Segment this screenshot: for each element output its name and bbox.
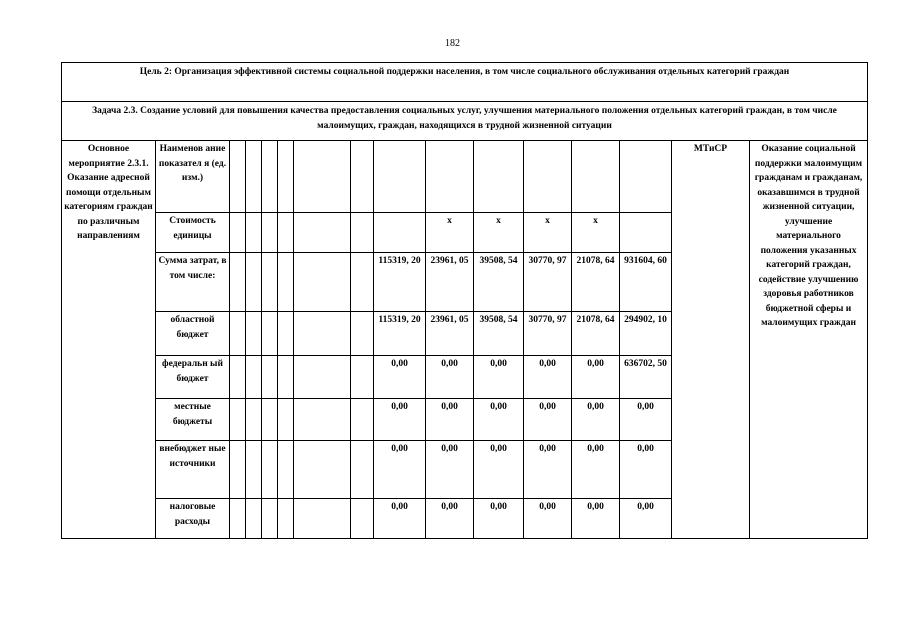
- value-cell: 0,00: [620, 399, 672, 441]
- value-cell: 30770, 97: [524, 253, 572, 312]
- unit-cost-label: Стоимость единицы: [156, 213, 230, 253]
- value-cell: 39508, 54: [474, 253, 524, 312]
- value-cell: 294902, 10: [620, 312, 672, 356]
- value-cell: 0,00: [572, 499, 620, 539]
- indicator-label: Наименов ание показател я (ед. изм.): [156, 141, 230, 213]
- value-cell: 21078, 64: [572, 312, 620, 356]
- value-cell: 0,00: [474, 399, 524, 441]
- value-cell: [572, 141, 620, 213]
- value-cell: [524, 141, 572, 213]
- value-cell: 0,00: [426, 499, 474, 539]
- value-cell: 0,00: [572, 356, 620, 399]
- goal-row: [62, 63, 868, 102]
- value-cell: [474, 141, 524, 213]
- result-cell: Оказание социальной поддержки малоимущим гражданам и гражданам, оказавшимся в трудной жизненной ситуации, улучшение материального положения указанных категорий граждан, содействие улучшению здоровья работников бюджетной сферы и малоимущих граждан: [750, 141, 868, 539]
- program-table: [61, 62, 868, 539]
- value-cell: [374, 213, 426, 253]
- value-cell: [620, 213, 672, 253]
- value-cell: 0,00: [374, 441, 426, 499]
- activity-cell: Основное мероприятие 2.3.1. Оказание адресной помощи отдельным категориям граждан по различным направлениям: [62, 141, 156, 539]
- value-cell: [620, 141, 672, 213]
- task-row: [62, 102, 868, 141]
- value-cell: 0,00: [426, 356, 474, 399]
- value-cell: 23961, 05: [426, 253, 474, 312]
- value-cell: 0,00: [524, 356, 572, 399]
- extrabudgetary-label: внебюджет ные источники: [156, 441, 230, 499]
- goal-cell: Цель 2: Организация эффективной системы социальной поддержки населения, в том числе социального обслуживания отдельных категорий граждан: [62, 63, 868, 102]
- value-cell: x: [474, 213, 524, 253]
- total-cost-label: Сумма затрат, в том числе:: [156, 253, 230, 312]
- regional-budget-label: областной бюджет: [156, 312, 230, 356]
- task-cell: Задача 2.3. Создание условий для повышения качества предоставления социальных услуг, улучшения материального положения отдельных категорий граждан, в том числе малоимущих, граждан, находящихся в трудной жизненной ситуации: [62, 102, 868, 141]
- value-cell: 0,00: [426, 399, 474, 441]
- value-cell: x: [572, 213, 620, 253]
- value-cell: 23961, 05: [426, 312, 474, 356]
- value-cell: 0,00: [374, 499, 426, 539]
- value-cell: 0,00: [474, 356, 524, 399]
- tax-expenditure-label: налоговые расходы: [156, 499, 230, 539]
- table-row: [62, 141, 868, 213]
- value-cell: 0,00: [474, 499, 524, 539]
- value-cell: [374, 141, 426, 213]
- responsible-cell: МТиСР: [672, 141, 750, 539]
- federal-budget-label: федеральн ый бюджет: [156, 356, 230, 399]
- value-cell: 0,00: [524, 499, 572, 539]
- value-cell: 0,00: [426, 441, 474, 499]
- value-cell: 0,00: [620, 441, 672, 499]
- value-cell: 30770, 97: [524, 312, 572, 356]
- value-cell: x: [524, 213, 572, 253]
- value-cell: 0,00: [374, 356, 426, 399]
- value-cell: 0,00: [524, 441, 572, 499]
- value-cell: 39508, 54: [474, 312, 524, 356]
- value-cell: 931604, 60: [620, 253, 672, 312]
- value-cell: 115319, 20: [374, 253, 426, 312]
- page-number: 182: [445, 38, 460, 49]
- value-cell: 115319, 20: [374, 312, 426, 356]
- value-cell: [426, 141, 474, 213]
- value-cell: 0,00: [620, 499, 672, 539]
- value-cell: x: [426, 213, 474, 253]
- value-cell: 0,00: [524, 399, 572, 441]
- value-cell: 636702, 50: [620, 356, 672, 399]
- value-cell: 0,00: [572, 399, 620, 441]
- value-cell: 0,00: [572, 441, 620, 499]
- local-budget-label: местные бюджеты: [156, 399, 230, 441]
- value-cell: 0,00: [474, 441, 524, 499]
- value-cell: 0,00: [374, 399, 426, 441]
- value-cell: 21078, 64: [572, 253, 620, 312]
